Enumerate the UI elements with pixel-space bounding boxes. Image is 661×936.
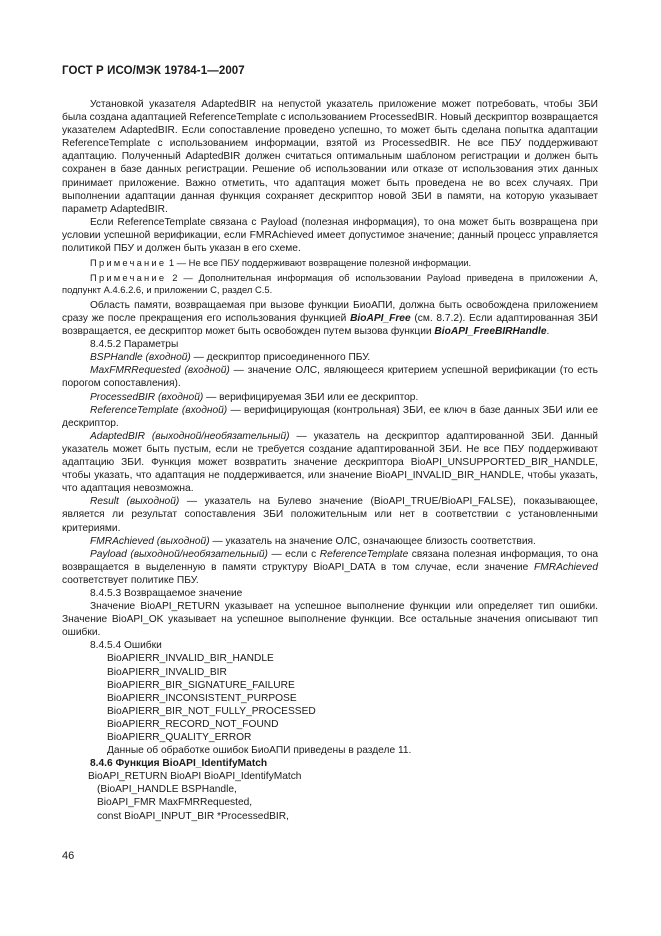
param-desc: — если с xyxy=(267,548,320,560)
note-1 xyxy=(62,257,598,270)
memory-text-1: Область памяти, возвращаемая при вызове функции БиоАПИ, должна быть освобождена приложением сразу же после прекращения его использования функцией xyxy=(62,299,598,324)
param-ref: ReferenceTemplate xyxy=(319,548,409,560)
standard-header: ГОСТ Р ИСО/МЭК 19784-1—2007 xyxy=(62,65,245,77)
note-label: Примечание xyxy=(90,271,167,283)
param-name: FMRAchieved (выходной) xyxy=(90,535,210,547)
param-fmrachieved xyxy=(62,535,598,548)
fn-bioapi-free: BioAPI_Free xyxy=(350,313,411,324)
param-processedbir xyxy=(62,391,598,404)
code-line: const BioAPI_INPUT_BIR *ProcessedBIR, xyxy=(97,810,289,822)
param-desc: — указатель на дескриптор адаптированной ЗБИ. Данный указатель может быть пустым, если не требуется создание адаптированной ЗБИ. Не все ПБУ поддерживают адаптацию ЗБИ. Функция может возвратить значение дескриптора BioAPI_UNSUPPORTED_BIR_HANDLE, чтобы указать, что адаптация не поддерживается, или значение BioAPI_INVALID_BIR_HANDLE, чтобы указать, что адаптация невозможна. xyxy=(62,430,598,495)
param-name: AdaptedBIR (выходной/необязательный) xyxy=(90,430,290,442)
param-name: ReferenceTemplate (входной) xyxy=(90,404,228,416)
error-code: BioAPIERR_INCONSISTENT_PURPOSE xyxy=(107,692,297,704)
param-maxfmrrequested xyxy=(62,364,598,390)
error-code: BioAPIERR_BIR_SIGNATURE_FAILURE xyxy=(107,679,295,691)
param-desc: — значение ОЛС, являющееся критерием успешной верификации (то есть порогом сопоставления). xyxy=(62,365,598,390)
section-8-4-5-3-heading: 8.4.5.3 Возвращаемое значение xyxy=(90,587,243,599)
fn-bioapi-freebirhandle: BioAPI_FreeBIRHandle xyxy=(434,326,547,338)
param-desc: — дескриптор присоединенного ПБУ. xyxy=(190,352,371,364)
param-adaptedbir xyxy=(62,430,598,495)
param-desc: связана полезная информация, то она возвращается в выделенную в памяти структуру BioAPI_DATA в том случае, если значение xyxy=(62,548,599,573)
memory-text-3: . xyxy=(546,326,550,338)
errors-note: Данные об обработке ошибок БиоАПИ приведены в разделе 11. xyxy=(107,745,412,757)
param-name: Result (выходной) xyxy=(90,496,180,508)
error-code: BioAPIERR_BIR_NOT_FULLY_PROCESSED xyxy=(107,705,316,717)
section-8-4-5-4-heading: 8.4.5.4 Ошибки xyxy=(90,640,162,652)
param-desc: — указатель на значение ОЛС, означающее близость соответствия. xyxy=(209,535,536,547)
code-line: BioAPI_RETURN BioAPI BioAPI_IdentifyMatch xyxy=(88,771,302,783)
param-desc: соответствует политике ПБУ. xyxy=(62,574,199,586)
payload-paragraph: Если ReferenceTemplate связана с Payload (полезная информация), то она может быть возвращена при условии успешной верификации, если FMRAchieved имеет допустимое значение; данный процесс управляется политикой ПБУ и должен быть указан в его схеме. xyxy=(62,216,598,255)
error-code: BioAPIERR_INVALID_BIR_HANDLE xyxy=(107,653,274,665)
param-name: BSPHandle (входной) xyxy=(90,352,191,364)
memory-paragraph xyxy=(62,299,598,338)
code-line: (BioAPI_HANDLE BSPHandle, xyxy=(97,784,237,796)
param-desc: — верифицируемая ЗБИ или ее дескриптор. xyxy=(203,391,419,403)
code-line: BioAPI_FMR MaxFMRRequested, xyxy=(97,797,253,809)
param-desc: — указатель на Булево значение (BioAPI_TRUE/BioAPI_FALSE), показывающее, является ли результат сопоставления ЗБИ положительным или нет в соответствии с установленными критериями. xyxy=(62,496,598,534)
note-label: Примечание xyxy=(90,257,167,269)
return-value-paragraph: Значение BioAPI_RETURN указывает на успешное выполнение функции или определяет тип ошибки. Значение BioAPI_OK указывает на успешное выполнение функции. Все остальные значения описывают тип ошибки. xyxy=(62,601,598,639)
error-code: BioAPIERR_RECORD_NOT_FOUND xyxy=(107,718,279,730)
note-1-text: 1 — Не все ПБУ поддерживают возвращение полезной информации. xyxy=(168,257,472,269)
error-code: BioAPIERR_QUALITY_ERROR xyxy=(107,732,252,743)
adaptation-paragraph: Установкой указателя AdaptedBIR на непустой указатель приложение может потребовать, чтобы ЗБИ была создана адаптацией ReferenceTemplate с использованием ProcessedBIR. Новый дескриптор возвращается указателем AdaptedBIR. Если сопоставление проведено успешно, то может быть сделана попытка адаптации ReferenceTemplate с использованием информации, взятой из ProcessedBIR. Не все ПБУ поддерживают адаптацию. Полученный AdaptedBIR должен считаться оптимальным шаблоном регистрации и должен быть сохранен в базе данных регистрации. Решение об использовании или отказе от использования этих данных принимает приложение. Важно отметить, что адаптация может быть проведена не во всех случаях. При выполнении адаптации данная функция сохраняет дескриптор новой ЗБИ в памяти, на которую указывает параметр AdaptedBIR. xyxy=(62,99,598,215)
section-8-4-5-2-heading: 8.4.5.2 Параметры xyxy=(90,339,179,351)
param-result xyxy=(62,495,598,534)
error-code: BioAPIERR_INVALID_BIR xyxy=(107,666,227,678)
param-desc: — верифицирующая (контрольная) ЗБИ, ее ключ в базе данных ЗБИ или ее дескриптор. xyxy=(62,404,598,429)
note-2-text: 2 — Дополнительная информация об использовании Payload приведена в приложении А, подпункт А.4.6.2.6, и приложении С, раздел С.5. xyxy=(62,271,598,296)
page-number: 46 xyxy=(62,850,75,862)
param-name: ProcessedBIR (входной) xyxy=(90,391,204,403)
param-ref: FMRAchieved xyxy=(534,561,598,573)
param-name: Payload (выходной/необязательный) xyxy=(90,548,268,560)
section-8-4-6-heading: 8.4.6 Функция BioAPI_IdentifyMatch xyxy=(90,758,268,770)
param-payload xyxy=(62,548,598,587)
param-referencetemplate xyxy=(62,404,598,430)
note-2 xyxy=(62,272,598,297)
param-bsphandle xyxy=(62,351,598,364)
memory-text-2: (см. 8.7.2). Если адаптированная ЗБИ возвращается, ее дескриптор может быть освобожден путем вызова функции xyxy=(62,313,598,338)
param-name: MaxFMRRequested (входной) xyxy=(90,365,230,377)
document-body xyxy=(62,98,598,823)
